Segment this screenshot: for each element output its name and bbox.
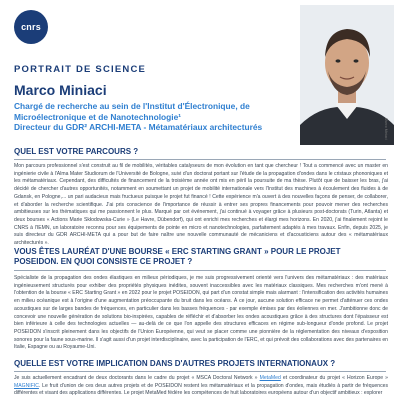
section-title-parcours: QUEL EST VOTRE PARCOURS ? bbox=[14, 147, 139, 156]
portrait-illustration bbox=[300, 5, 394, 145]
section-divider bbox=[14, 371, 386, 372]
portrait-photo bbox=[300, 5, 394, 145]
section-body-parcours: Mon parcours professionnel s'est construit au fil de mobilités, véritables catalyseurs de mon évolution en tant que chercheur ! Tout a commencé avec un master en ingénierie civile à l'Alma Mater Studiorum de l'Université de Bologne, suivi d'un doctorat portant sur l'étude de la propagation d'ondes dans le cristaux phononiques et les métamatériaux. Cependant, des difficultés de financement de la troisième année ont mis en péril la poursuite de ma thèse. Plutôt que de baisser les bras, j'ai décidé de chercher d'autres opportunités, notamment en soumettant un projet de mobilité internationale vers l'Institut des machines à écoulement des fluides à de Gdansk, en Pologne,... un pari audacieux mais fructueux puisque le projet fut financé ! Cette expérience m'a ouvert à des nouvelles façons de penser, de collaborer, et d'aborder la recherche scientifique. J'ai pris conscience de l'importance de réussir à entrer ses propres financements pour pouvoir mener des recherches ambitieuses sur les thématiques qui me passionnent le plus. Marqué par cet événement, j'ai continué à voyager grâce à plusieurs post-doctorats (Turin, Atlanta) et deux bourses « Actions Marie Skłodowska-Curie » (Le Havre, Dübendorf), qui ont enrichi mes recherches et élargi mes horizons. En 2020, j'ai finalement rejoint le CNRS à l'IEMN, un laboratoire reconnu pour ses équipements de pointe en micro et nanotechnologies, parfaitement adaptés à mes travaux. Enfin, depuis 2025, je suis directeur du GDR ARCHI-META qui a pour but de faire naître une nouvelle communauté de mécaniciens et d'acousticiens autour des « métamatériaux architecturés ». bbox=[14, 163, 388, 247]
projets-text-mid: et coordinateur du projet « Horizon Europe » bbox=[280, 375, 388, 381]
section-divider bbox=[14, 159, 386, 160]
metamed-link[interactable]: MetaMed bbox=[259, 375, 281, 381]
role-line-2: Directeur du GDR² ARCHI-META - Métamatériaux architecturés bbox=[14, 122, 263, 132]
section-kicker: PORTRAIT DE SCIENCE bbox=[14, 64, 147, 75]
section-title-projets: QUELLE EST VOTRE IMPLICATION DANS D'AUTRES PROJETS INTERNATIONAUX ? bbox=[14, 359, 336, 368]
projets-text-end: . Le fruit d'union de ces deux autres projets et de POSEIDON restent les métamatériaux et la propagation d'ondes, mais étudiés à partir de fréquences différentes et visant des applications différentes. Le projet MetaMed fédère les compétences de huit laboratoires européens autour d'un objectif ambitieux : explorer bbox=[14, 382, 388, 397]
section-body-erc: Spécialiste de la propagation des ondes élastiques en milieux périodiques, je me suis progressivement orienté vers l'univers des métamatériaux : des matériaux ingénieusement structurés pour exhiber des propriétés physiques inédites, souvent inaccessibles avec les matériaux classiques. Mes recherches m'ont mené à l'obtention de la bourse « ERC Starting Grant » en 2022 pour le projet POSEIDON, qui part d'un constat simple mais alarmant : l'intensification des activités humaines en milieu océanique est à l'origine d'une augmentation préoccupante du bruit dans les océans. À ce jour, aucune solution efficace ne permet d'atténuer ces ondes acoustiques sur de larges bandes de fréquences, en particulier dans les basses fréquences - par exemple émises par des éoliennes en mer. J'ambitionne donc de concevoir une nouvelle génération de solutions bio-inspirées, capables de réfléchir et d'absorber les ondes acoustiques grâce à des structures dont l'épaisseur est bien inférieure à celle des technologies actuelles — au-delà de ce que l'on appelle des structures efficaces en régime sub-longueur d'onde profond. Le projet POSEIDON s'inscrit pleinement dans les objectifs de l'Union Européenne, qui veut se placer comme une pionnière de la réglementation des niveaux d'exposition sonores pour la faune sous-marine. Il s'agit aussi d'un projet interdisciplinaire, avec la participation de l'ERC, et qui prévoit des collaborations avec des partenaires en Italie, Espagne ou au Royaume-Uni. bbox=[14, 275, 388, 351]
section-title-erc: VOUS ÊTES LAURÉAT D'UNE BOURSE « ERC STARTING GRANT » POUR LE PROJET POSEIDON. EN QUOI CONSISTE CE PROJET ? bbox=[14, 247, 341, 266]
person-name: Marco Miniaci bbox=[14, 82, 107, 98]
photo-credit: Marco Miniaci bbox=[384, 118, 388, 140]
projets-text-start: Je suis actuellement encadrant de deux doctorants dans le cadre du projet « MSCA Doctoral Network » bbox=[14, 375, 260, 381]
magnific-link[interactable]: MAGNIFIC bbox=[14, 382, 39, 389]
logo-wordmark: cnrs bbox=[21, 22, 41, 32]
section-divider bbox=[14, 270, 386, 271]
cnrs-logo bbox=[14, 10, 48, 44]
section-body-projets bbox=[14, 375, 388, 398]
role-line-1: Chargé de recherche au sein de l'Institut d'Électronique, de Microélectronique et de Nanotechnologie¹ bbox=[14, 101, 250, 122]
